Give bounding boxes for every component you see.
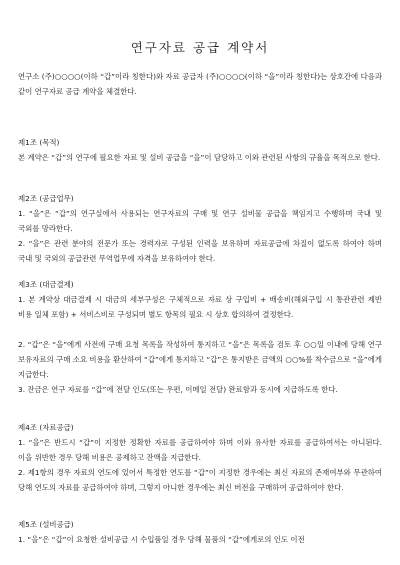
article-4-heading: 제4조 (자료공급) — [18, 423, 74, 432]
article-3-paragraph-3: 3. 잔금은 연구 자료를 “갑”에 전달 인도(또는 우편, 이메일 전달) 완료함과 동시에 지급하도록 한다. — [18, 385, 338, 394]
article-1-heading: 제1조 (목적) — [18, 138, 60, 147]
preamble-text: 연구소 (주)○○○○(이하 “갑”이라 칭한다)와 자료 공급자 (주)○○○○(이하 “을”이라 칭한다)는 상호간에 다음과 같이 연구자료 공급 계약을 체결한다. — [18, 72, 382, 96]
document-title: 연구자료 공급 계약서 — [130, 40, 270, 55]
article-3-heading: 제3조 (대금결제) — [18, 280, 74, 289]
article-1-paragraph-1: 본 계약은 “갑”의 연구에 필요한 자료 및 설비 공급을 “을”이 담당하고 이와 관련된 사항의 규율을 목적으로 한다. — [18, 153, 381, 162]
article-2-heading: 제2조 (공급업무) — [18, 194, 74, 203]
article-5-paragraph-1: 1. “을”은 “갑”이 요청한 설비공급 시 수입품일 경우 당해 물품의 “갑”에게로의 인도 이전 — [18, 535, 305, 544]
article-3-paragraph-1: 1. 본 계약상 대금결제 시 대금의 세부구성은 구체적으로 자료 상 구입비 + 배송비(해외구입 시 통관관련 제반 비용 일체 포함) + 서비스비로 구성되며 별도 항목의 필요 시 상호 합의하여 결정한다. — [18, 295, 382, 319]
article-5-heading: 제5조 (설비공급) — [18, 520, 74, 529]
article-4-paragraph-2: 2. 제1항의 경우 자료의 연도에 있어서 특정한 연도를 “갑”이 지정한 경우에는 최신 자료의 존재여부와 무관하여 당해 연도의 자료를 공급하여야 하며, 그렇지 아니한 경우에는 최신 버전을 구매하여 공급하여야 한다. — [18, 468, 382, 492]
article-2-paragraph-1: 1. “을”은 “갑”의 연구실에서 사용되는 연구자료의 구매 및 연구 설비물 공급을 책임지고 수행하며 국내 및 국외를 망라한다. — [18, 209, 382, 233]
article-3-paragraph-2: 2. “갑”은 “을”에게 사전에 구매 요청 목록을 작성하여 통지하고 “을”은 목록을 검토 후 ○○일 이내에 당해 연구 보유자료의 구매 소요 비용을 환산하여 “갑”에게 통지하고 “갑”은 통지받은 금액의 ○○%를 착수금으로 “을”에게 지급한다. — [18, 340, 382, 379]
article-2-paragraph-2: 2. “을”은 관련 분야의 전문가 또는 경력자로 구성된 인력을 보유하며 자료공급에 차질이 없도록 하여야 하며 국내 및 국외의 공급관련 무역업무에 자격을 보유하여야 한다. — [18, 239, 382, 263]
article-4-paragraph-1: 1. “을”은 반드시 “갑”이 지정한 정확한 자료를 공급하여야 하며 이와 유사한 자료를 공급하여서는 아니된다. 이을 위반한 경우 당해 비용은 공제하고 잔액을 지급한다. — [18, 438, 382, 462]
